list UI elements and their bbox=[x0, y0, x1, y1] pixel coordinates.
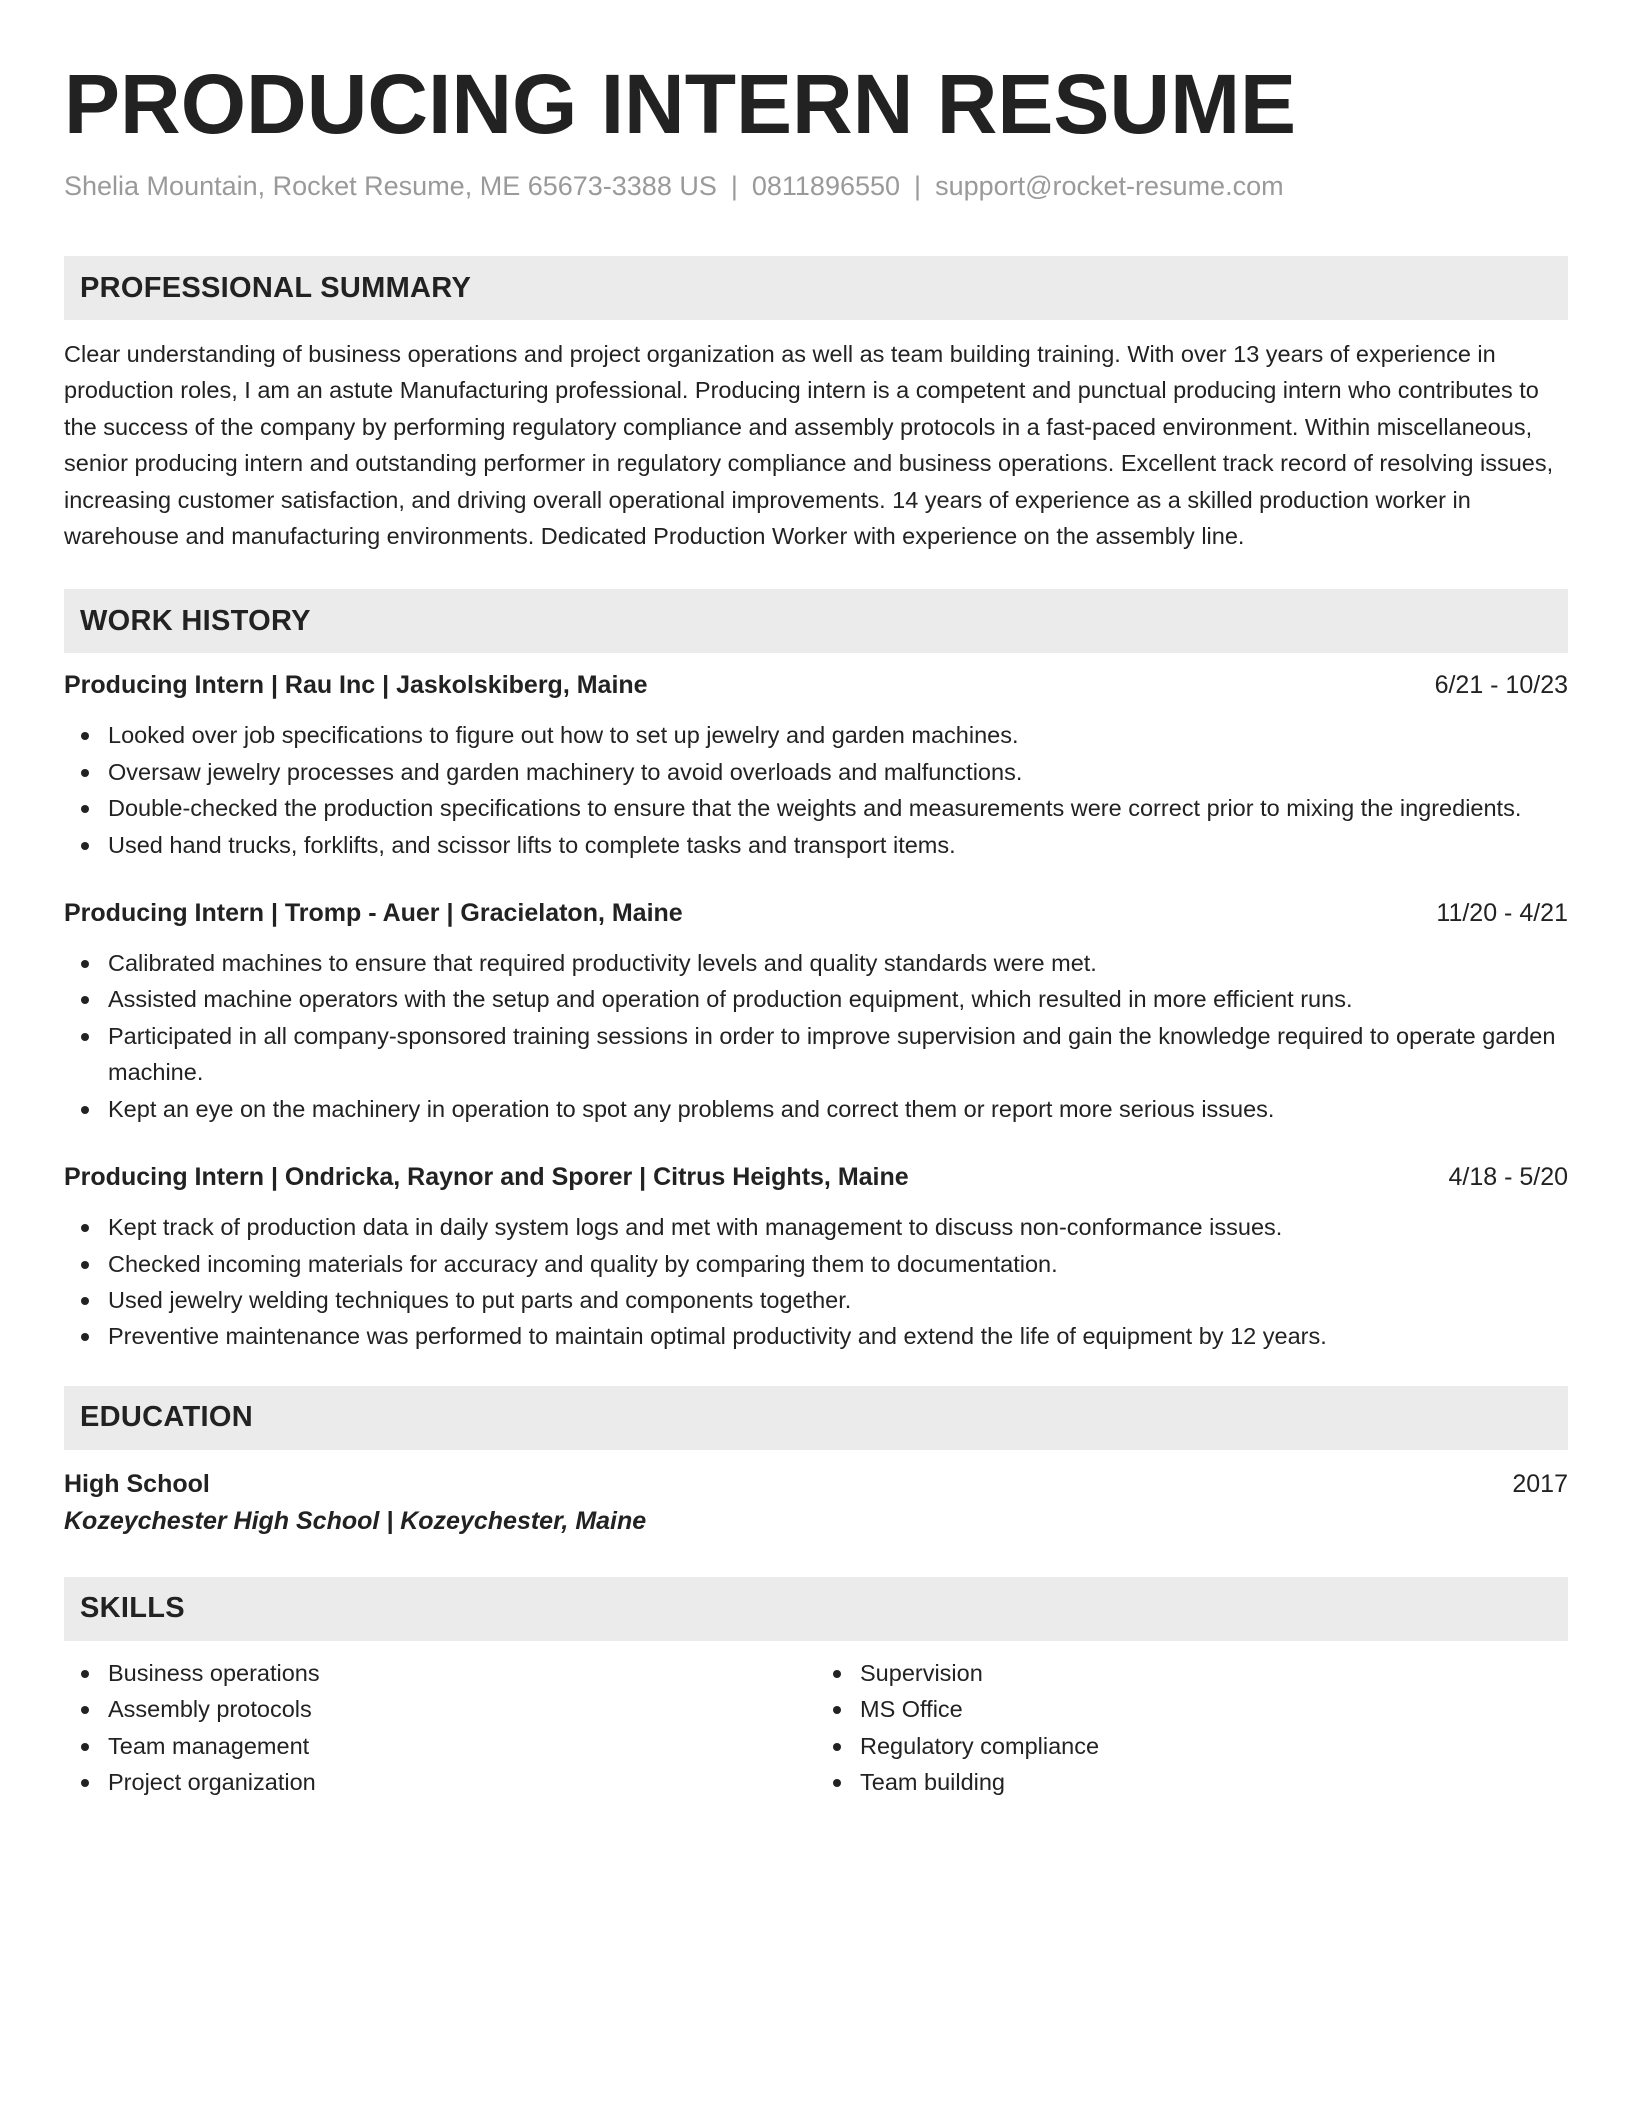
skill-item: Assembly protocols bbox=[64, 1691, 816, 1727]
job-dates: 4/18 - 5/20 bbox=[1448, 1163, 1568, 1192]
skills-list bbox=[816, 1655, 1568, 1801]
education-school: Kozeychester High School | Kozeychester, Maine bbox=[64, 1506, 647, 1535]
job-bullets bbox=[64, 717, 1568, 863]
job-bullet: Checked incoming materials for accuracy and quality by comparing them to documentation. bbox=[64, 1246, 1568, 1282]
job-bullet: Calibrated machines to ensure that required productivity levels and quality standards were met. bbox=[64, 945, 1568, 981]
section-header-summary: PROFESSIONAL SUMMARY bbox=[64, 256, 1568, 320]
skill-item: Team building bbox=[816, 1764, 1568, 1800]
job-title: Producing Intern | Ondricka, Raynor and Sporer | Citrus Heights, Maine bbox=[64, 1163, 909, 1192]
job-dates: 6/21 - 10/23 bbox=[1434, 671, 1568, 700]
job-dates: 11/20 - 4/21 bbox=[1436, 899, 1568, 928]
education-header bbox=[64, 1466, 1568, 1502]
skills-list bbox=[64, 1655, 816, 1801]
skill-item: Business operations bbox=[64, 1655, 816, 1691]
section-header-education: EDUCATION bbox=[64, 1386, 1568, 1450]
skills-grid bbox=[64, 1655, 1568, 1801]
skill-item: MS Office bbox=[816, 1691, 1568, 1727]
section-header-skills: SKILLS bbox=[64, 1577, 1568, 1641]
job-bullet: Assisted machine operators with the setup and operation of production equipment, which resulted in more efficient runs. bbox=[64, 981, 1568, 1017]
job-title: Producing Intern | Tromp - Auer | Gracielaton, Maine bbox=[64, 899, 683, 928]
job-bullet: Looked over job specifications to figure out how to set up jewelry and garden machines. bbox=[64, 717, 1568, 753]
contact-separator: | bbox=[730, 171, 738, 201]
job-title: Producing Intern | Rau Inc | Jaskolskiberg, Maine bbox=[64, 671, 648, 700]
job-bullets bbox=[64, 945, 1568, 1127]
resume-title: PRODUCING INTERN RESUME bbox=[64, 57, 1297, 151]
contact-line bbox=[64, 168, 1568, 204]
section-header-work-history: WORK HISTORY bbox=[64, 589, 1568, 653]
contact-address: Shelia Mountain, Rocket Resume, ME 65673-3388 US bbox=[64, 171, 717, 201]
contact-email: support@rocket-resume.com bbox=[935, 171, 1284, 201]
skill-item: Regulatory compliance bbox=[816, 1728, 1568, 1764]
job-bullet: Double-checked the production specifications to ensure that the weights and measurements were correct prior to mixing the ingredients. bbox=[64, 790, 1568, 826]
job-header bbox=[64, 667, 1568, 703]
job-bullet: Used jewelry welding techniques to put parts and components together. bbox=[64, 1282, 1568, 1318]
job-header bbox=[64, 1159, 1568, 1195]
contact-phone: 0811896550 bbox=[751, 171, 901, 201]
skill-item: Project organization bbox=[64, 1764, 816, 1800]
job-entry bbox=[64, 895, 1568, 1127]
skill-item: Team management bbox=[64, 1728, 816, 1764]
job-entry bbox=[64, 1159, 1568, 1355]
job-bullet: Oversaw jewelry processes and garden machinery to avoid overloads and malfunctions. bbox=[64, 754, 1568, 790]
job-bullet: Kept an eye on the machinery in operation to spot any problems and correct them or report more serious issues. bbox=[64, 1091, 1568, 1127]
job-entry bbox=[64, 667, 1568, 863]
skills-column-right bbox=[816, 1655, 1568, 1801]
contact-separator: | bbox=[914, 171, 922, 201]
job-bullet: Used hand trucks, forklifts, and scissor lifts to complete tasks and transport items. bbox=[64, 827, 1568, 863]
skills-column-left bbox=[64, 1655, 816, 1801]
job-bullet: Participated in all company-sponsored training sessions in order to improve supervision and gain the knowledge required to operate garden machine. bbox=[64, 1018, 1568, 1091]
education-degree: High School bbox=[64, 1469, 210, 1498]
summary-text: Clear understanding of business operations and project organization as well as team building training. With over 13 years of experience in production roles, I am an astute Manufacturing professional. Producing intern is a competent and punctual producing intern who contributes to the success of the company by performing regulatory compliance and assembly protocols in a fast-paced environment. Within miscellaneous, senior producing intern and outstanding performer in regulatory compliance and business operations. Excellent track record of resolving issues, increasing customer satisfaction, and driving overall operational improvements. 14 years of experience as a skilled production worker in warehouse and manufacturing environments. Dedicated Production Worker with experience on the assembly line. bbox=[64, 341, 1554, 550]
skill-item: Supervision bbox=[816, 1655, 1568, 1691]
job-header bbox=[64, 895, 1568, 931]
job-bullet: Preventive maintenance was performed to maintain optimal productivity and extend the life of equipment by 12 years. bbox=[64, 1318, 1568, 1354]
education-year: 2017 bbox=[1512, 1469, 1568, 1498]
job-bullet: Kept track of production data in daily system logs and met with management to discuss non-conformance issues. bbox=[64, 1209, 1568, 1245]
job-bullets bbox=[64, 1209, 1568, 1355]
